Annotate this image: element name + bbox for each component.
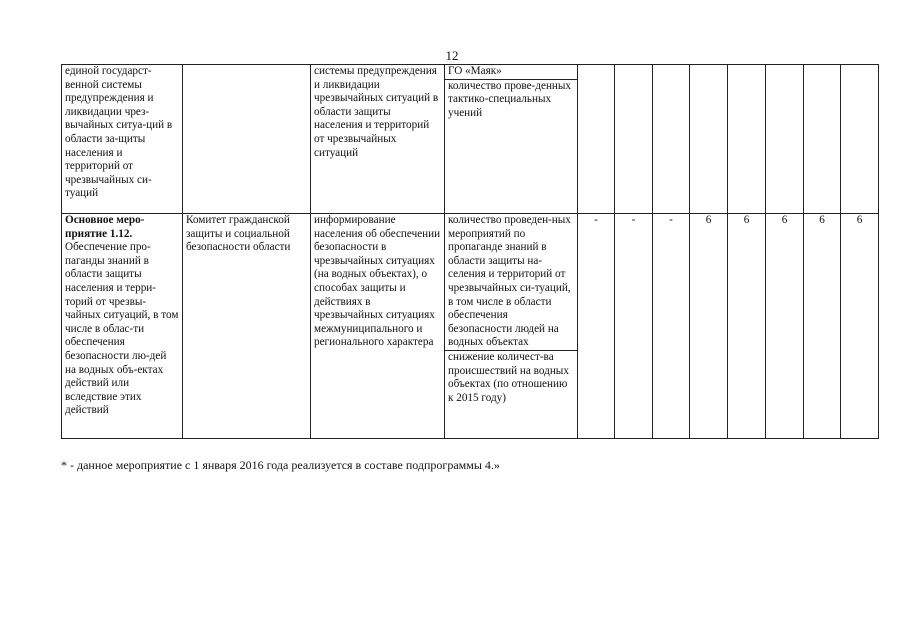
program-activities-table <box>61 64 879 439</box>
year-value-cell: 6 <box>766 214 804 439</box>
indicator-cell <box>445 65 578 214</box>
year-value-cell <box>690 65 728 214</box>
activity-cell <box>62 214 183 439</box>
year-value-cell <box>804 65 841 214</box>
responsible-executor-cell <box>183 65 311 214</box>
year-value-cell: 6 <box>690 214 728 439</box>
year-value-cell: 6 <box>804 214 841 439</box>
activity-cell <box>62 65 183 214</box>
year-value-cell <box>841 65 879 214</box>
year-value-cell <box>728 65 766 214</box>
activity-title: Основное меро-приятие 1.12. <box>65 214 145 240</box>
table-row <box>62 214 879 439</box>
table-row <box>62 65 879 214</box>
year-value-cell <box>766 65 804 214</box>
year-value-cell <box>615 65 653 214</box>
page-number: 12 <box>445 48 459 63</box>
year-value-cell <box>653 65 690 214</box>
indicator-bottom: количество прове-денных тактико-специальных учений <box>448 79 572 119</box>
activity-continuation-text: единой государст-венной системы предупреждения и ликвидации чрез-вычайных ситуа-ций в области за-щиты населения и территорий от чрезвычайных си-туаций <box>65 65 173 200</box>
year-value-cell: - <box>578 214 615 439</box>
indicator-cell <box>445 214 578 439</box>
year-value-cell: - <box>653 214 690 439</box>
activity-description: Обеспечение про-паганды знаний в области защиты населения и терри-торий от чрезвы-чайных ситуаций, в том числе в облас-ти обеспечения безопасности лю-дей на водных объ-ектах действий или вследствие этих действий <box>65 241 179 417</box>
year-value-cell: 6 <box>728 214 766 439</box>
indicator-bottom: снижение количест-ва происшествий на водных объектах (по отношению к 2015 году) <box>448 350 569 404</box>
indicator-top: количество проведен-ных мероприятий по пропаганде знаний в области защиты на-селения и территорий от чрезвычайных си-туаций, в том числе в области обеспечения безопасности людей на водных объектах <box>445 214 577 351</box>
activity-content-cell: информирование населения об обеспечении безопасности в чрезвычайных ситуациях (на водных объектах), о способах защиты и действиях в чрезвычайных ситуациях межмуниципального и регионального характера <box>311 214 445 439</box>
year-value-cell: - <box>615 214 653 439</box>
footnote: * - данное мероприятие с 1 января 2016 года реализуется в составе подпрограммы 4.» <box>61 458 500 472</box>
indicator-top: ГО «Маяк» <box>445 65 577 80</box>
activity-content-cell: системы предупреждения и ликвидации чрезвычайных ситуаций в области защиты населения и территорий от чрезвычайных ситуаций <box>311 65 445 214</box>
responsible-executor-cell: Комитет гражданской защиты и социальной безопасности области <box>183 214 311 439</box>
year-value-cell <box>578 65 615 214</box>
year-value-cell: 6 <box>841 214 879 439</box>
